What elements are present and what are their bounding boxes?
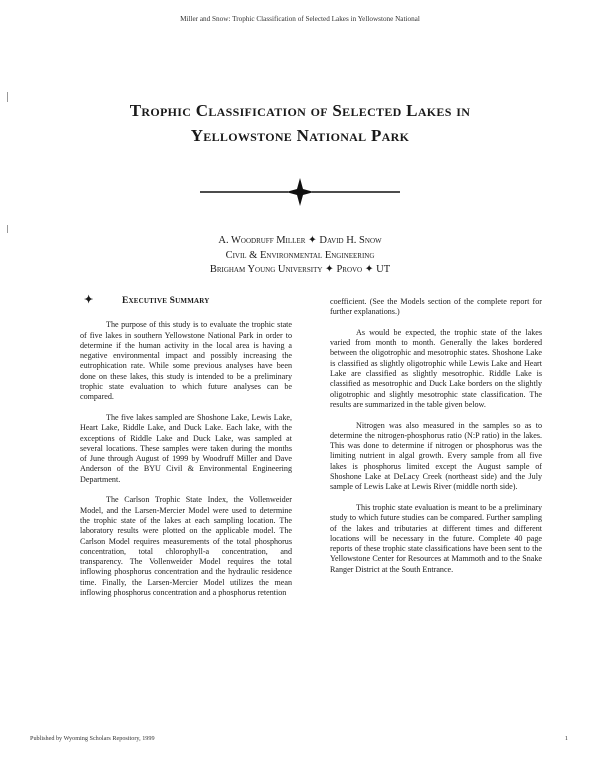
star-bullet-icon: ✦ (84, 294, 94, 306)
left-column (80, 296, 292, 609)
author-affiliation: Brigham Young University ✦ Provo ✦ UT (209, 264, 391, 275)
section-heading-text: Executive Summary (122, 296, 210, 306)
paragraph: The five lakes sampled are Shoshone Lake, Lewis Lake, Heart Lake, Riddle Lake, and Duck Lake. Each lake, with the exceptions of Riddle Lake and Duck Lake, was sampled at several locations. These samples were taken during the months of June through August of 1999 by Woodruff Miller and Dave Anderson of the BYU Civil & Environmental Engineering Department. (80, 412, 292, 484)
paragraph: Nitrogen was also measured in the samples so as to determine the nitrogen-phosphorus ratio (N:P ratio) in the lakes. This was done to determine if nitrogen or phosphorus was the limiting nutrient in algal growth. Every sample from all five lakes is phosphorus limited except the August sample of Shoshone Lake at DeLacy Creek (northeast side) and the July sample of Lewis Lake at Lewis River (middle north side). (330, 420, 542, 492)
paragraph: The Carlson Trophic State Index, the Vollenweider Model, and the Larsen-Mercier Model were used to determine the trophic state of the lakes at each sampling location. The laboratory results were plotted on the applicable model. The Carlson Model requires measurements of the total phosphorus concentration, total chlorophyll-a concentration, and transparency. The Vollenweider Model requires the total inflowing phosphorus concentration and the hydraulic residence time. Finally, the Larsen-Mercier Model utilizes the mean inflowing phosphorus concentration and a phosphorus retention (80, 495, 292, 598)
footer-page-number: 1 (564, 735, 568, 742)
paragraph: As would be expected, the trophic state of the lakes varied from month to month. Generally the lakes bordered between the oligotrophic and mesotrophic states. Shoshone Lake is classified as slightly oligotrophic while Lewis Lake and Heart Lake are classified as slightly mesotrophic. Riddle Lake is classified as mesotrophic and Duck Lake borders on the slightly oligotrophic and slightly mesotrophic state classification. The results are summarized in the table given below. (330, 327, 542, 409)
paragraph: coefficient. (See the Models section of the complete report for further explanations.) (330, 297, 542, 317)
paragraph: This trophic state evaluation is meant to be a preliminary study to which future studies can be compared. Further sampling of the lakes and tributaries at different times and different locations will be necessary in the future. Complete 40 page reports of these trophic state classifications have been sent to the Yellowstone Center for Resources at Mammoth and to the Snake Ranger District at the South Entrance. (330, 502, 542, 574)
footer-publisher: Published by Wyoming Scholars Repository, 1999 (30, 735, 155, 742)
title-line-2: Yellowstone National Park (190, 126, 410, 145)
author-department: Civil & Environmental Engineering (225, 249, 375, 261)
section-heading (80, 296, 292, 306)
scan-margin-mark (7, 92, 8, 102)
running-head: Miller and Snow: Trophic Classification of Selected Lakes in Yellowstone National (180, 15, 420, 23)
right-column (330, 297, 542, 585)
author-block (100, 234, 500, 278)
title-line-1: Trophic Classification of Selected Lakes in (129, 101, 471, 120)
paper-title (60, 98, 540, 148)
title-divider (200, 177, 400, 207)
scan-margin-mark (7, 225, 8, 233)
author-names: A. Woodruff Miller ✦ David H. Snow (218, 235, 382, 246)
paragraph: The purpose of this study is to evaluate the trophic state of five lakes in southern Yellowstone National Park in order to determine if the human activity in the local area is having a negative environmental impact and possibly increasing the eutrophication rate. While some previous analyses have been done on these lakes, this study is intended to be a preliminary trophic state evaluation to which future analyses can be compared. (80, 320, 292, 402)
four-point-star-icon (286, 178, 314, 206)
